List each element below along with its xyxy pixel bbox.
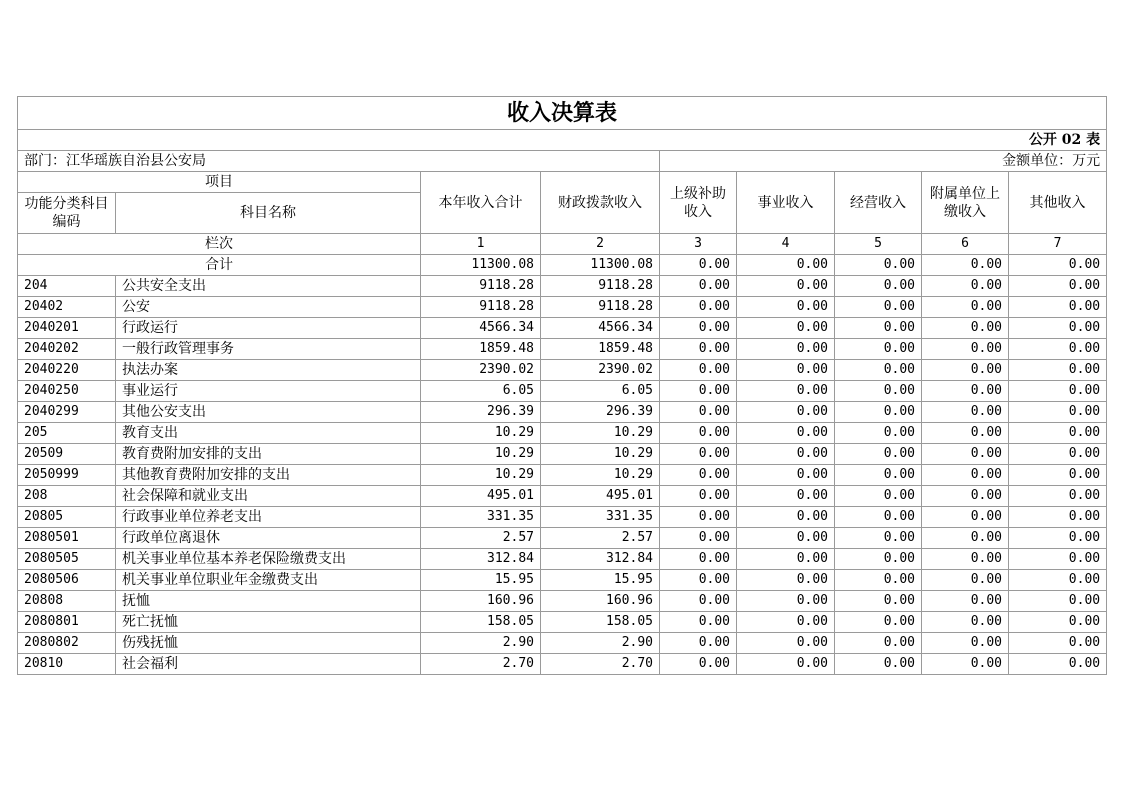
amount-cell: 331.35 (421, 507, 541, 528)
subject-name: 教育支出 (116, 423, 421, 444)
amount-cell: 10.29 (541, 444, 660, 465)
amount-cell: 0.00 (1009, 486, 1107, 507)
subject-name: 事业运行 (116, 381, 421, 402)
amount-cell: 9118.28 (541, 297, 660, 318)
seq-number: 4 (737, 234, 835, 255)
amount-cell: 0.00 (1009, 339, 1107, 360)
col-header-business-income: 事业收入 (737, 172, 835, 234)
amount-cell: 0.00 (737, 507, 835, 528)
col-header-subsidiary-remit: 附属单位上缴收入 (922, 172, 1009, 234)
amount-cell: 0.00 (660, 612, 737, 633)
amount-cell: 0.00 (737, 276, 835, 297)
amount-cell: 0.00 (737, 381, 835, 402)
table-row (18, 507, 1107, 528)
amount-cell: 0.00 (660, 591, 737, 612)
total-value: 0.00 (835, 255, 922, 276)
amount-cell: 0.00 (835, 507, 922, 528)
amount-cell: 2390.02 (541, 360, 660, 381)
amount-cell: 10.29 (541, 423, 660, 444)
amount-cell: 0.00 (660, 276, 737, 297)
amount-cell: 0.00 (835, 318, 922, 339)
subject-name: 执法办案 (116, 360, 421, 381)
name-header: 科目名称 (116, 193, 421, 234)
amount-cell: 0.00 (922, 633, 1009, 654)
amount-cell: 312.84 (421, 549, 541, 570)
amount-cell: 0.00 (1009, 381, 1107, 402)
amount-cell: 0.00 (737, 570, 835, 591)
amount-cell: 0.00 (835, 402, 922, 423)
col-header-fiscal-appropriation: 财政拨款收入 (541, 172, 660, 234)
amount-cell: 9118.28 (421, 276, 541, 297)
subject-code: 208 (18, 486, 116, 507)
subject-code: 2080802 (18, 633, 116, 654)
amount-cell: 0.00 (922, 654, 1009, 675)
table-row (18, 381, 1107, 402)
amount-cell: 0.00 (1009, 465, 1107, 486)
amount-cell: 0.00 (922, 591, 1009, 612)
subject-code: 20509 (18, 444, 116, 465)
subject-code: 2040299 (18, 402, 116, 423)
amount-cell: 0.00 (660, 339, 737, 360)
amount-cell: 0.00 (835, 486, 922, 507)
amount-cell: 0.00 (922, 381, 1009, 402)
amount-cell: 6.05 (541, 381, 660, 402)
amount-cell: 0.00 (835, 591, 922, 612)
amount-cell: 0.00 (922, 507, 1009, 528)
subject-name: 伤残抚恤 (116, 633, 421, 654)
amount-cell: 0.00 (922, 360, 1009, 381)
amount-cell: 0.00 (660, 486, 737, 507)
amount-cell: 0.00 (737, 654, 835, 675)
amount-cell: 0.00 (737, 297, 835, 318)
amount-cell: 0.00 (1009, 360, 1107, 381)
amount-cell: 0.00 (737, 423, 835, 444)
amount-cell: 331.35 (541, 507, 660, 528)
amount-cell: 0.00 (835, 297, 922, 318)
amount-cell: 0.00 (1009, 549, 1107, 570)
subject-code: 2080506 (18, 570, 116, 591)
amount-cell: 160.96 (541, 591, 660, 612)
amount-cell: 0.00 (660, 402, 737, 423)
subject-name: 社会福利 (116, 654, 421, 675)
amount-cell: 0.00 (922, 402, 1009, 423)
amount-cell: 0.00 (1009, 654, 1107, 675)
table-row (18, 591, 1107, 612)
amount-cell: 0.00 (737, 612, 835, 633)
subject-name: 机关事业单位基本养老保险缴费支出 (116, 549, 421, 570)
amount-cell: 2.70 (421, 654, 541, 675)
amount-cell: 4566.34 (541, 318, 660, 339)
subject-name: 死亡抚恤 (116, 612, 421, 633)
subject-code: 2040202 (18, 339, 116, 360)
amount-cell: 495.01 (421, 486, 541, 507)
amount-cell: 9118.28 (421, 297, 541, 318)
amount-cell: 495.01 (541, 486, 660, 507)
amount-cell: 0.00 (737, 591, 835, 612)
seq-number: 6 (922, 234, 1009, 255)
amount-cell: 0.00 (660, 423, 737, 444)
subject-name: 其他教育费附加安排的支出 (116, 465, 421, 486)
amount-cell: 0.00 (1009, 612, 1107, 633)
amount-cell: 10.29 (421, 444, 541, 465)
subject-code: 2080501 (18, 528, 116, 549)
amount-cell: 296.39 (421, 402, 541, 423)
subject-name: 其他公安支出 (116, 402, 421, 423)
col-header-operating-income: 经营收入 (835, 172, 922, 234)
amount-cell: 0.00 (1009, 297, 1107, 318)
amount-cell: 0.00 (1009, 423, 1107, 444)
table-row (18, 297, 1107, 318)
seq-number: 1 (421, 234, 541, 255)
amount-cell: 0.00 (660, 549, 737, 570)
amount-cell: 0.00 (660, 318, 737, 339)
department-label: 部门：江华瑶族自治县公安局 (18, 151, 660, 172)
amount-cell: 0.00 (1009, 633, 1107, 654)
amount-cell: 0.00 (660, 381, 737, 402)
total-value: 0.00 (1009, 255, 1107, 276)
table-row (18, 633, 1107, 654)
seq-number: 7 (1009, 234, 1107, 255)
subject-code: 2040220 (18, 360, 116, 381)
subject-name: 行政单位离退休 (116, 528, 421, 549)
subject-code: 2040250 (18, 381, 116, 402)
amount-cell: 0.00 (1009, 444, 1107, 465)
amount-cell: 2.57 (421, 528, 541, 549)
unit-label: 金额单位：万元 (660, 151, 1107, 172)
amount-cell: 0.00 (835, 423, 922, 444)
amount-cell: 10.29 (541, 465, 660, 486)
table-row (18, 339, 1107, 360)
col-header-other-income: 其他收入 (1009, 172, 1107, 234)
item-header: 项目 (18, 172, 421, 193)
table-row (18, 486, 1107, 507)
amount-cell: 0.00 (835, 570, 922, 591)
amount-cell: 2.90 (541, 633, 660, 654)
amount-cell: 0.00 (737, 402, 835, 423)
amount-cell: 0.00 (922, 318, 1009, 339)
amount-cell: 10.29 (421, 465, 541, 486)
amount-cell: 0.00 (1009, 591, 1107, 612)
subject-code: 20805 (18, 507, 116, 528)
code-header: 功能分类科目编码 (18, 193, 116, 234)
subject-name: 教育费附加安排的支出 (116, 444, 421, 465)
amount-cell: 10.29 (421, 423, 541, 444)
amount-cell: 0.00 (737, 318, 835, 339)
subject-code: 20808 (18, 591, 116, 612)
amount-cell: 0.00 (737, 339, 835, 360)
amount-cell: 0.00 (835, 360, 922, 381)
total-label: 合计 (18, 255, 421, 276)
amount-cell: 0.00 (1009, 318, 1107, 339)
amount-cell: 0.00 (922, 528, 1009, 549)
table-row (18, 654, 1107, 675)
form-number: 公开 02 表 (18, 130, 1107, 151)
amount-cell: 0.00 (835, 612, 922, 633)
subject-name: 公共安全支出 (116, 276, 421, 297)
table-row (18, 612, 1107, 633)
amount-cell: 0.00 (1009, 276, 1107, 297)
amount-cell: 6.05 (421, 381, 541, 402)
amount-cell: 0.00 (922, 339, 1009, 360)
total-value: 11300.08 (421, 255, 541, 276)
amount-cell: 0.00 (660, 528, 737, 549)
amount-cell: 0.00 (835, 465, 922, 486)
seq-number: 2 (541, 234, 660, 255)
amount-cell: 296.39 (541, 402, 660, 423)
amount-cell: 160.96 (421, 591, 541, 612)
subject-name: 一般行政管理事务 (116, 339, 421, 360)
amount-cell: 1859.48 (421, 339, 541, 360)
amount-cell: 1859.48 (541, 339, 660, 360)
seq-label: 栏次 (18, 234, 421, 255)
amount-cell: 158.05 (421, 612, 541, 633)
amount-cell: 4566.34 (421, 318, 541, 339)
table-row (18, 570, 1107, 591)
amount-cell: 15.95 (421, 570, 541, 591)
amount-cell: 0.00 (922, 423, 1009, 444)
subject-code: 205 (18, 423, 116, 444)
amount-cell: 0.00 (835, 444, 922, 465)
amount-cell: 312.84 (541, 549, 660, 570)
amount-cell: 0.00 (835, 276, 922, 297)
amount-cell: 0.00 (835, 528, 922, 549)
amount-cell: 0.00 (737, 360, 835, 381)
amount-cell: 0.00 (922, 486, 1009, 507)
col-header-total-income: 本年收入合计 (421, 172, 541, 234)
amount-cell: 0.00 (660, 654, 737, 675)
amount-cell: 0.00 (737, 633, 835, 654)
amount-cell: 0.00 (737, 549, 835, 570)
amount-cell: 0.00 (660, 633, 737, 654)
seq-number: 3 (660, 234, 737, 255)
table-row (18, 528, 1107, 549)
table-row (18, 549, 1107, 570)
amount-cell: 0.00 (660, 507, 737, 528)
amount-cell: 2390.02 (421, 360, 541, 381)
income-table (17, 96, 1107, 675)
amount-cell: 0.00 (1009, 507, 1107, 528)
subject-code: 2050999 (18, 465, 116, 486)
amount-cell: 0.00 (835, 654, 922, 675)
amount-cell: 0.00 (835, 549, 922, 570)
amount-cell: 0.00 (660, 360, 737, 381)
income-final-accounts-sheet (17, 96, 1106, 675)
subject-code: 20402 (18, 297, 116, 318)
table-row (18, 360, 1107, 381)
subject-name: 行政运行 (116, 318, 421, 339)
amount-cell: 0.00 (660, 465, 737, 486)
total-value: 0.00 (660, 255, 737, 276)
subject-code: 204 (18, 276, 116, 297)
amount-cell: 2.90 (421, 633, 541, 654)
amount-cell: 0.00 (1009, 402, 1107, 423)
amount-cell: 0.00 (660, 570, 737, 591)
seq-number: 5 (835, 234, 922, 255)
table-row (18, 402, 1107, 423)
subject-name: 抚恤 (116, 591, 421, 612)
subject-code: 20810 (18, 654, 116, 675)
table-row (18, 276, 1107, 297)
subject-name: 机关事业单位职业年金缴费支出 (116, 570, 421, 591)
amount-cell: 0.00 (737, 486, 835, 507)
amount-cell: 0.00 (922, 570, 1009, 591)
amount-cell: 0.00 (922, 549, 1009, 570)
amount-cell: 0.00 (737, 465, 835, 486)
amount-cell: 0.00 (1009, 570, 1107, 591)
amount-cell: 2.70 (541, 654, 660, 675)
total-value: 11300.08 (541, 255, 660, 276)
amount-cell: 0.00 (835, 633, 922, 654)
amount-cell: 0.00 (922, 612, 1009, 633)
amount-cell: 0.00 (922, 297, 1009, 318)
amount-cell: 0.00 (660, 444, 737, 465)
table-title: 收入决算表 (18, 97, 1107, 130)
amount-cell: 0.00 (660, 297, 737, 318)
amount-cell: 0.00 (922, 276, 1009, 297)
subject-code: 2080505 (18, 549, 116, 570)
amount-cell: 0.00 (922, 444, 1009, 465)
subject-code: 2040201 (18, 318, 116, 339)
amount-cell: 0.00 (737, 528, 835, 549)
subject-name: 公安 (116, 297, 421, 318)
table-row (18, 465, 1107, 486)
total-value: 0.00 (922, 255, 1009, 276)
amount-cell: 0.00 (835, 381, 922, 402)
subject-name: 行政事业单位养老支出 (116, 507, 421, 528)
amount-cell: 0.00 (835, 339, 922, 360)
amount-cell: 2.57 (541, 528, 660, 549)
amount-cell: 9118.28 (541, 276, 660, 297)
amount-cell: 0.00 (1009, 528, 1107, 549)
total-value: 0.00 (737, 255, 835, 276)
table-row (18, 423, 1107, 444)
col-header-superior-subsidy: 上级补助收入 (660, 172, 737, 234)
amount-cell: 15.95 (541, 570, 660, 591)
amount-cell: 0.00 (922, 465, 1009, 486)
table-row (18, 318, 1107, 339)
table-row (18, 444, 1107, 465)
amount-cell: 158.05 (541, 612, 660, 633)
amount-cell: 0.00 (737, 444, 835, 465)
subject-code: 2080801 (18, 612, 116, 633)
subject-name: 社会保障和就业支出 (116, 486, 421, 507)
